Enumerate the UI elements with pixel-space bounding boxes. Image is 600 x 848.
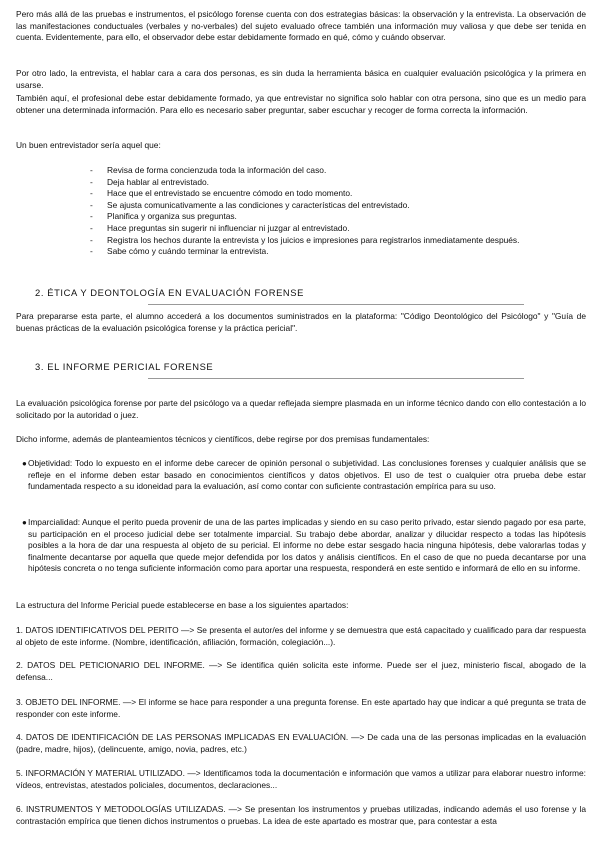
report-section-item: 4. DATOS DE IDENTIFICACIÓN DE LAS PERSONAS IMPLICADAS EN EVALUACIÓN. —> De cada una de las personas implicadas en la evaluación (padre, madre, hijos), (delincuente, amigo, novia, padres, etc.) — [16, 732, 586, 754]
intro-paragraph-1: Pero más allá de las pruebas e instrumentos, el psicólogo forense cuenta con dos estrategias básicas: la observación y la entrevista. La observación de las manifestaciones conductuales (verbales y no-verbales) del sujeto evaluado ofrece también una información muy valiosa y que debe ser tenida en cuenta. Evidentemente, para ello, el observador debe estar debidamente formado en qué, cómo y cuándo observar. — [16, 9, 586, 43]
section-2-text: Para prepararse esta parte, el alumno accederá a los documentos suministrados en la plataforma: "Código Deontológico del Psicólogo" y "Guía de buenas prácticas de la evaluación psicológica forense y la práctica pericial". — [16, 311, 586, 333]
section-2-heading: 2. ÉTICA Y DEONTOLOGÍA EN EVALUACIÓN FORENSE — [35, 287, 305, 298]
section-2-divider — [148, 304, 524, 305]
section-3-paragraph-2: Dicho informe, además de planteamientos técnicos y científicos, debe regirse por dos premisas fundamentales: — [16, 434, 430, 444]
list-item: - Planifica y organiza sus preguntas. — [90, 211, 560, 223]
bullet-icon: ● — [22, 518, 27, 527]
list-item: - Deja hablar al entrevistado. — [90, 177, 560, 189]
report-section-item: 6. INSTRUMENTOS Y METODOLOGÍAS UTILIZADAS. —> Se presentan los instrumentos y pruebas utilizadas, indicando además el uso forense y la contrastación empírica que tienen dichos instrumentos o pruebas. La idea de este apartado es mostrar que, para contestar a esta — [16, 804, 586, 826]
list-item: - Se ajusta comunicativamente a las condiciones y características del entrevistado. — [90, 200, 560, 212]
list-item: - Registra los hechos durante la entrevista y los juicios e impresiones para registrarlos inmediatamente después. — [90, 235, 560, 247]
premise-impartiality: Imparcialidad: Aunque el perito pueda provenir de una de las partes implicadas y siendo en su caso perito privado, estar siendo pagado por esa parte, su participación en el proceso judicial debe ser totalmente imparcial. Su trabajo debe abordar, analizar y dilucidar respecto a todas las hipótesis posibles a la hora de dar una respuesta al objeto de su pericial. El informe no debe estar sesgado hacia ninguna hipótesis, debe valorarlas todas y finalmente decantarse por aquella que quede mejor defendida por los datos y análisis científicos. En el caso de que no pueda decantarse por una hipótesis concreta o no tenga suficiente información como para aportar una respuesta, responderá en este sentido e informará de ello en su informe. — [28, 517, 586, 574]
list-item: - Sabe cómo y cuándo terminar la entrevista. — [90, 246, 560, 258]
intro-paragraph-3: También aquí, el profesional debe estar debidamente formado, ya que entrevistar no significa solo hablar con otra persona, sino que es un medio para obtener una determinada información. Para ello es necesario saber preguntar, saber escuchar y recoger de forma correcta la información. — [16, 93, 586, 115]
intro-paragraph-2: Por otro lado, la entrevista, el hablar cara a cara dos personas, es sin duda la herramienta básica en cualquier evaluación psicológica y la primera en usarse. — [16, 68, 586, 90]
interviewer-traits-list — [90, 165, 560, 258]
section-3-divider — [148, 378, 524, 379]
list-item: - Revisa de forma concienzuda toda la información del caso. — [90, 165, 560, 177]
premise-objectivity: Objetividad: Todo lo expuesto en el informe debe carecer de opinión personal o subjetividad. Las conclusiones forenses y cualquier análisis que se refleje en el informe deben estar basado en conocimientos científicos y datos objetivos. El uso de test o cualquier otra prueba debe estar fundamentada respecto a su idoneidad para la evaluación, así como contar con suficiente contrastación empírica para su uso. — [28, 458, 586, 492]
list-item: - Hace que el entrevistado se encuentre cómodo en todo momento. — [90, 188, 560, 200]
section-3-paragraph-3: La estructura del Informe Pericial puede establecerse en base a los siguientes apartados: — [16, 600, 349, 610]
report-section-item: 5. INFORMACIÓN Y MATERIAL UTILIZADO. —> Identificamos toda la documentación e información que vamos a utilizar para elaborar nuestro informe: vídeos, entrevistas, atestados policiales, documentos, declaraciones... — [16, 768, 586, 790]
section-3-paragraph-1: La evaluación psicológica forense por parte del psicólogo va a quedar reflejada siempre plasmada en un informe técnico dando con ello contestación a lo solicitado por la autoridad o juez. — [16, 398, 586, 420]
report-section-item: 2. DATOS DEL PETICIONARIO DEL INFORME. —> Se identifica quién solicita este informe. Puede ser el juez, ministerio fiscal, abogado de la defensa... — [16, 660, 586, 682]
bullet-icon: ● — [22, 459, 27, 468]
list-item: - Hace preguntas sin sugerir ni influenciar ni juzgar al entrevistado. — [90, 223, 560, 235]
intro-paragraph-4: Un buen entrevistador sería aquel que: — [16, 140, 161, 150]
section-3-heading: 3. EL INFORME PERICIAL FORENSE — [35, 361, 214, 372]
report-section-item: 1. DATOS IDENTIFICATIVOS DEL PERITO —> Se presenta el autor/es del informe y se demuestra que está capacitado y cualificado para dar respuesta al objeto de este informe. (Nombre, identificación, afiliación, formación, colegiación...). — [16, 625, 586, 647]
report-section-item: 3. OBJETO DEL INFORME. —> El informe se hace para responder a una pregunta forense. En este apartado hay que indicar a qué pregunta se trata de responder con este informe. — [16, 697, 586, 719]
